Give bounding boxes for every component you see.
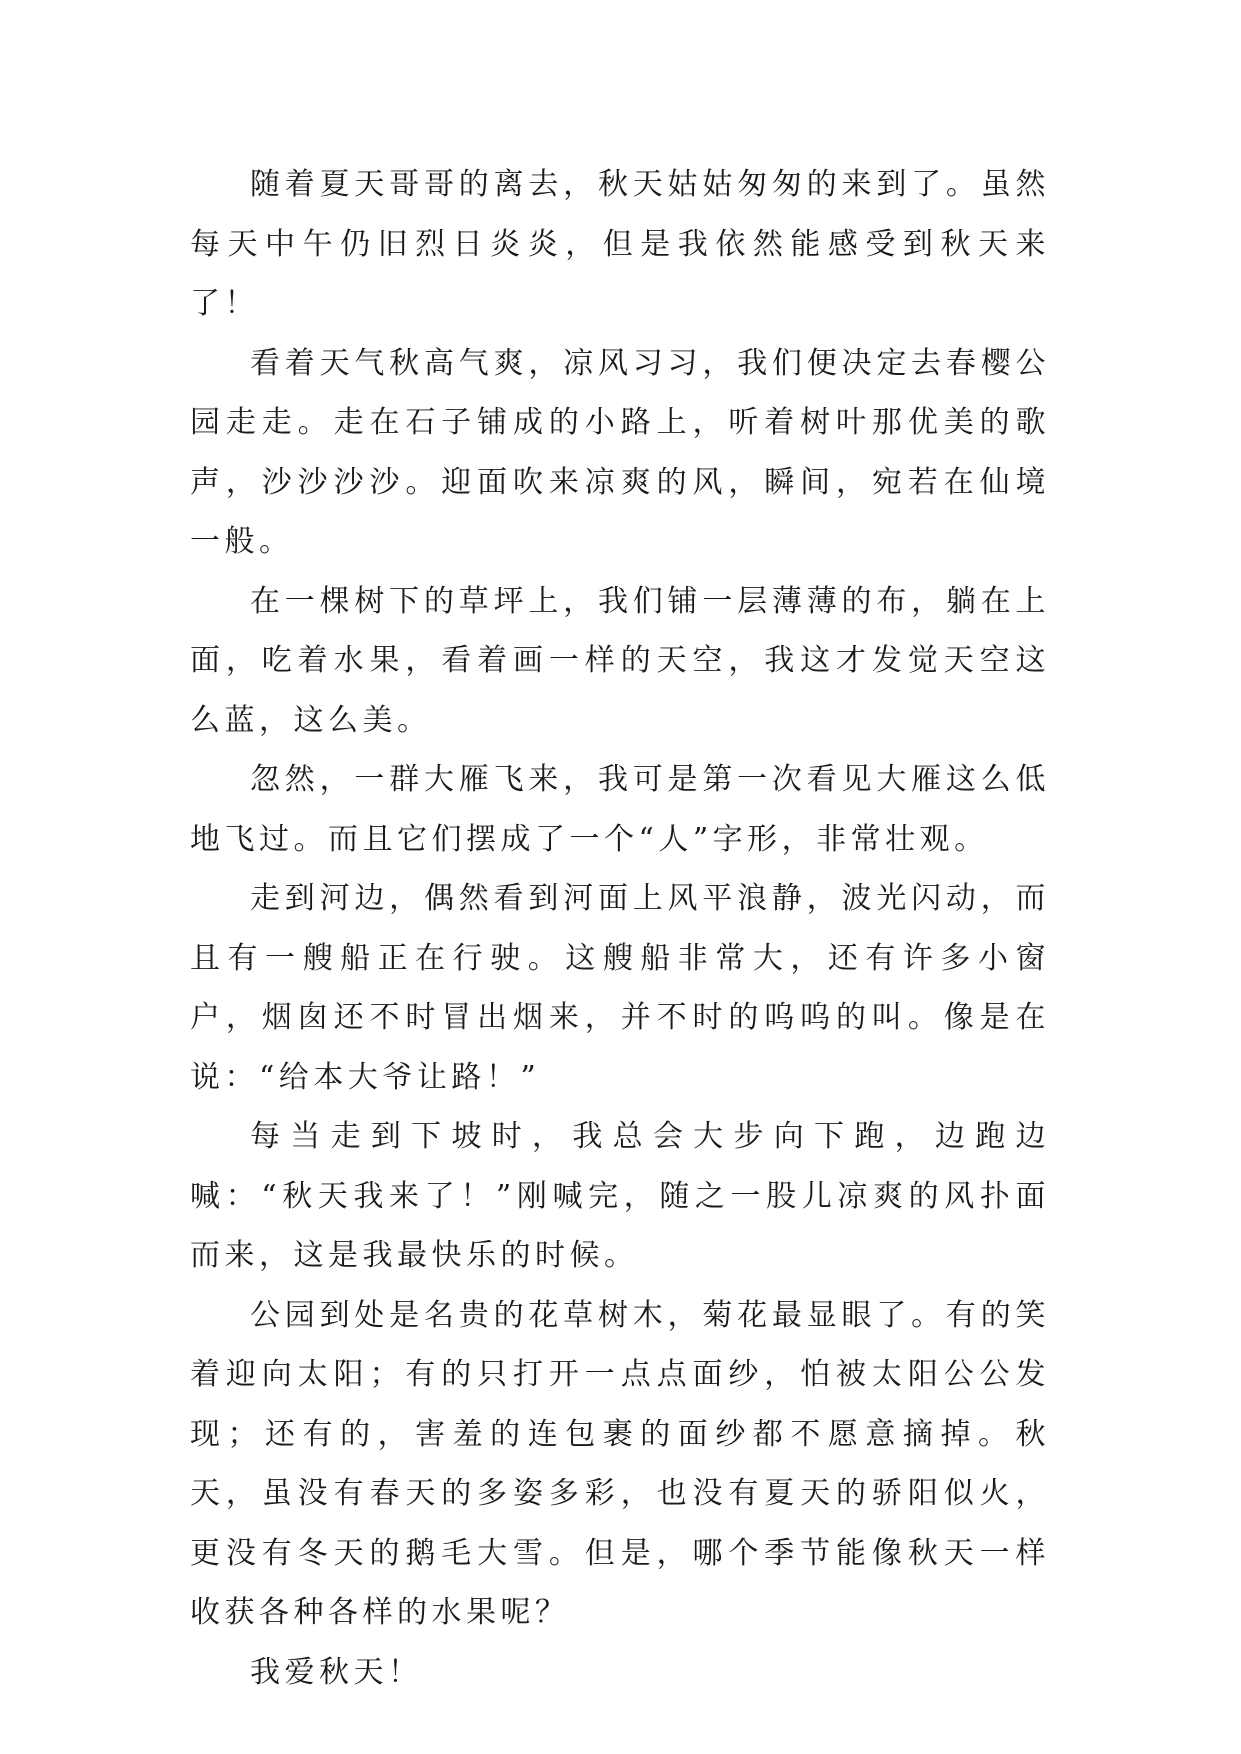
paragraph: 每当走到下坡时，我总会大步向下跑，边跑边喊：“秋天我来了！”刚喊完，随之一股儿凉爽的风扑面而来，这是我最快乐的时候。 xyxy=(190,1119,1050,1273)
paragraph: 公园到处是名贵的花草树木，菊花最显眼了。有的笑着迎向太阳；有的只打开一点点面纱，怕被太阳公公发现；还有的，害羞的连包裹的面纱都不愿意摘掉。秋天，虽没有春天的多姿多彩，也没有夏天的骄阳似火，更没有冬天的鹅毛大雪。但是，哪个季节能像秋天一样收获各种各样的水果呢？ xyxy=(190,1297,1050,1630)
paragraph: 忽然，一群大雁飞来，我可是第一次看见大雁这么低地飞过。而且它们摆成了一个“人”字形，非常壮观。 xyxy=(190,762,1050,857)
paragraph: 走到河边，偶然看到河面上风平浪静，波光闪动，而且有一艘船正在行驶。这艘船非常大，还有许多小窗户，烟囱还不时冒出烟来，并不时的呜呜的叫。像是在说：“给本大爷让路！” xyxy=(190,881,1050,1095)
paragraph: 在一棵树下的草坪上，我们铺一层薄薄的布，躺在上面，吃着水果，看着画一样的天空，我这才发觉天空这么蓝，这么美。 xyxy=(190,583,1050,738)
paragraph: 看着天气秋高气爽，凉风习习，我们便决定去春樱公园走走。走在石子铺成的小路上，听着树叶那优美的歌声，沙沙沙沙。迎面吹来凉爽的风，瞬间，宛若在仙境一般。 xyxy=(190,345,1050,559)
paragraph: 随着夏天哥哥的离去，秋天姑姑匆匆的来到了。虽然每天中午仍旧烈日炎炎，但是我依然能感受到秋天来了！ xyxy=(190,167,1050,321)
paragraph: 我爱秋天！ xyxy=(250,1654,423,1690)
essay-body xyxy=(190,155,1050,1702)
